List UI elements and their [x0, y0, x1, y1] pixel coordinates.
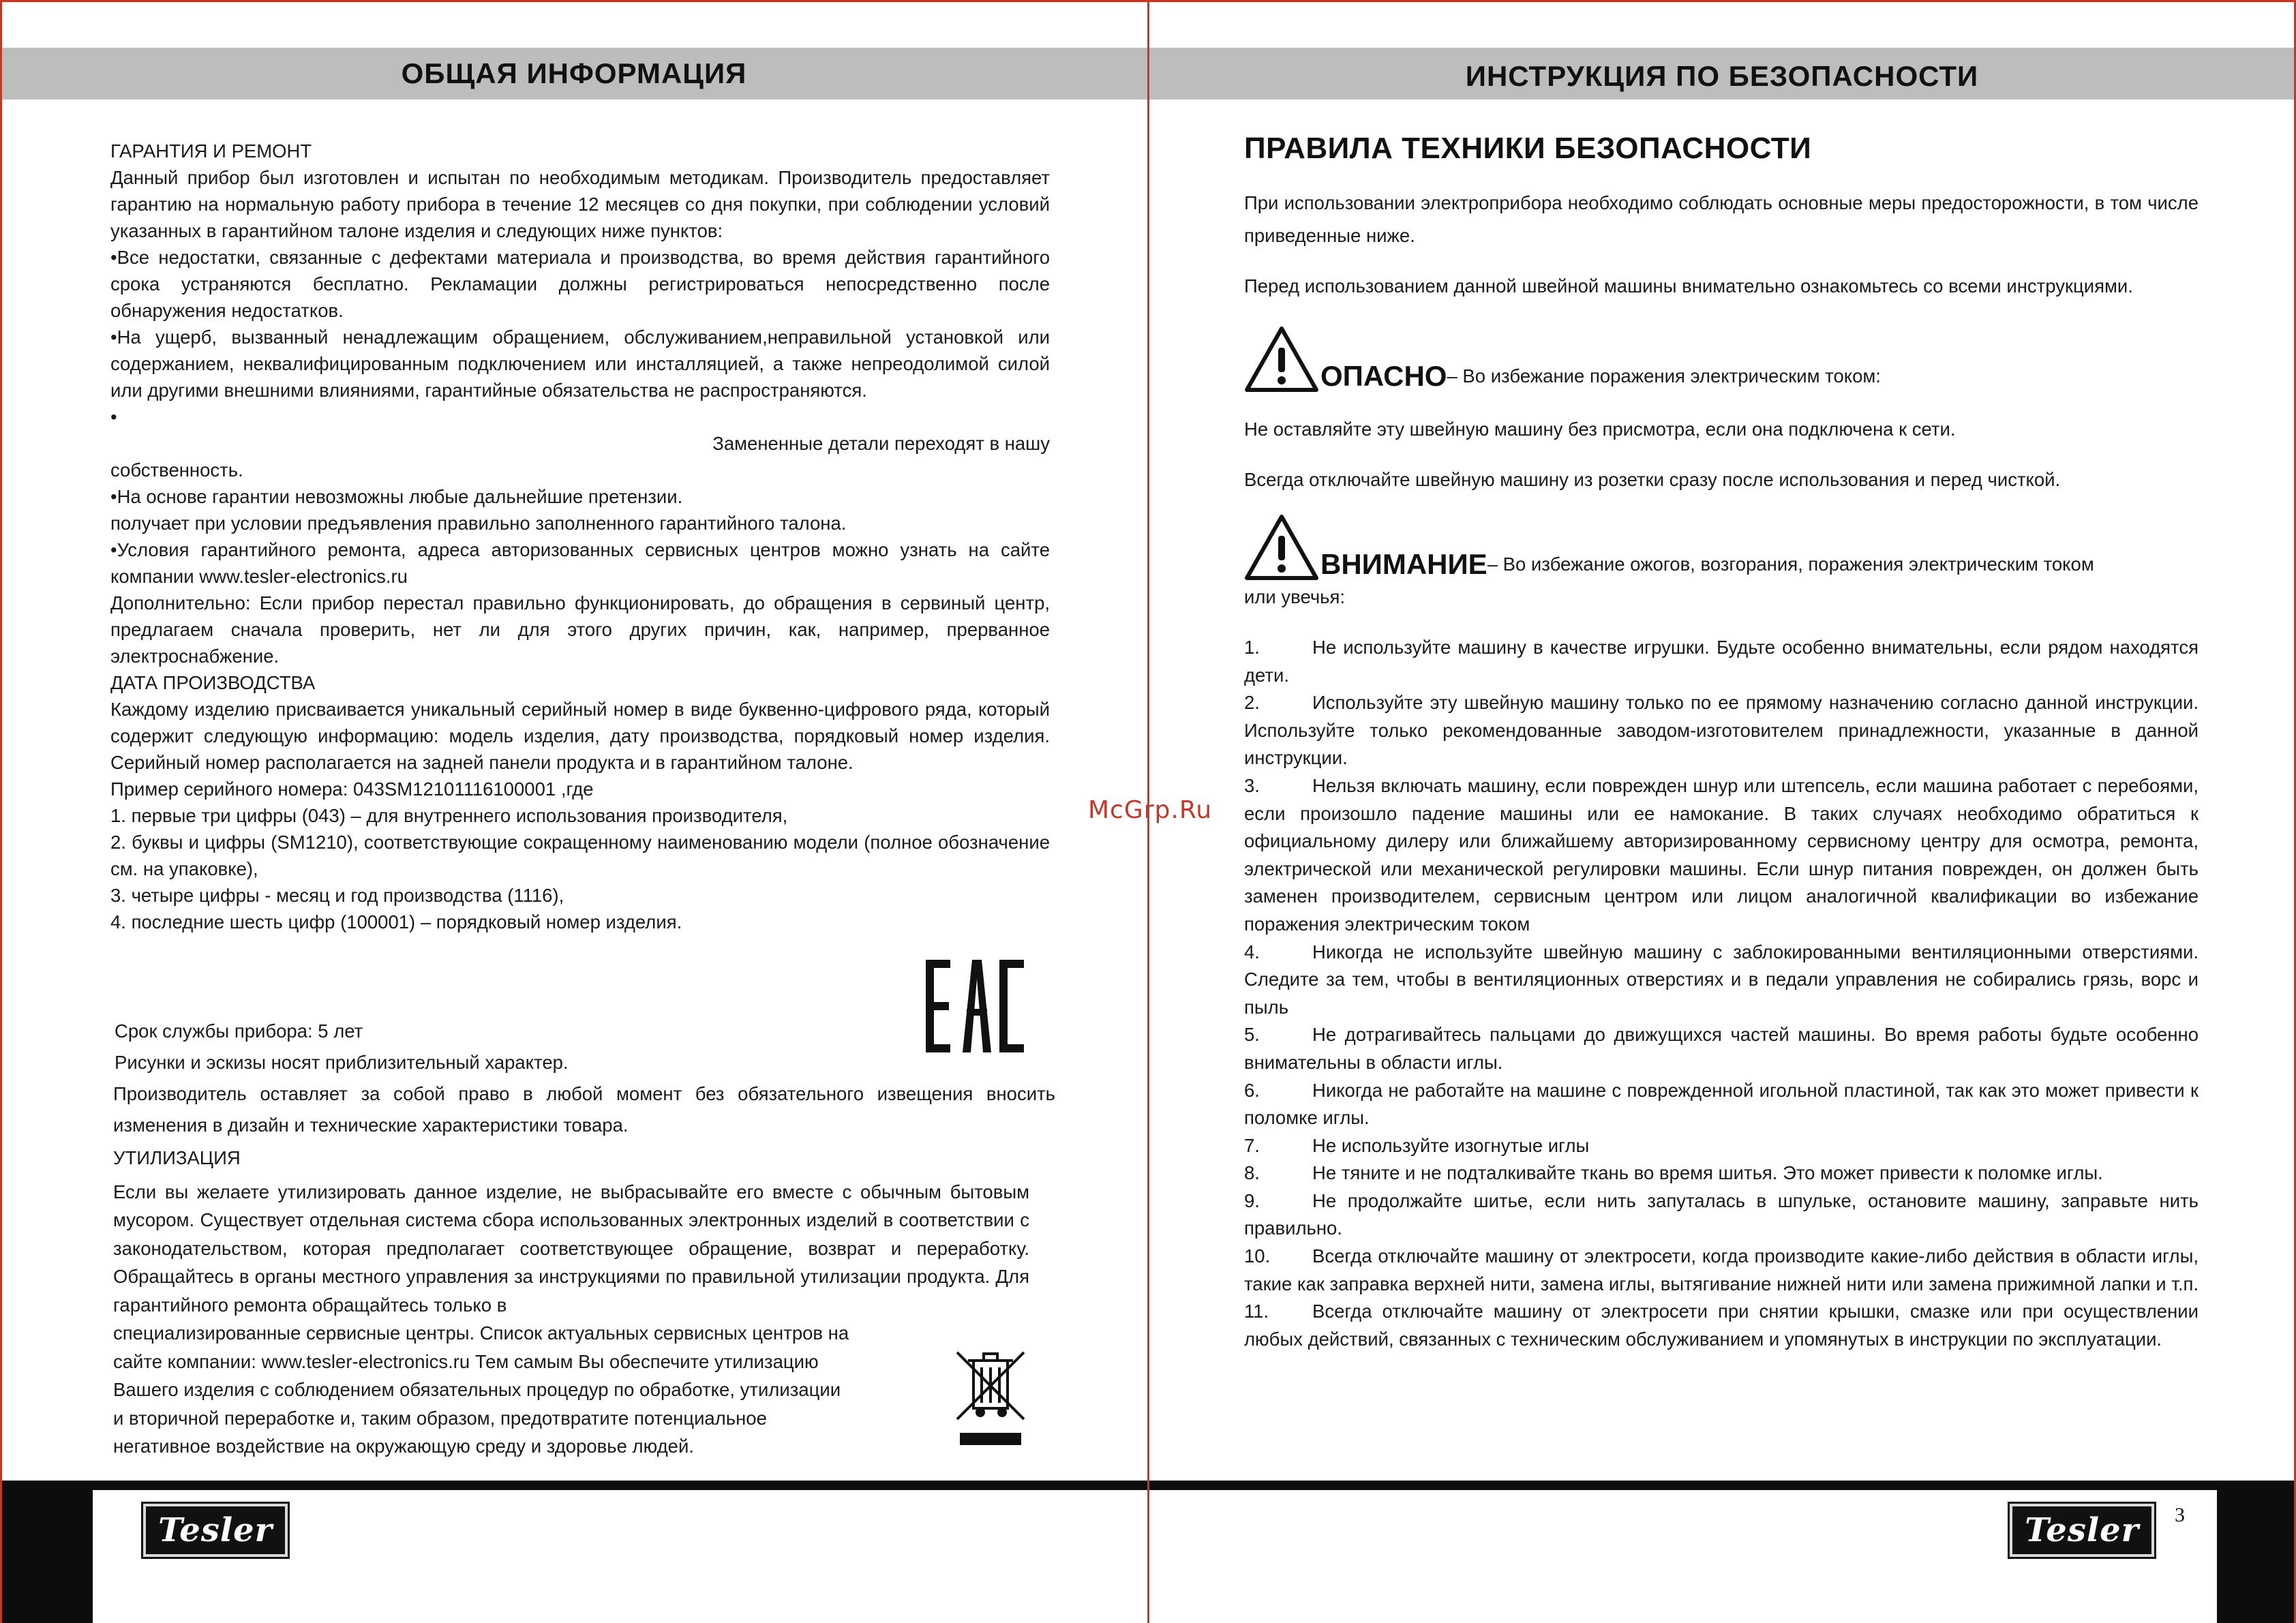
disposal-line-4: и вторичной переработке и, таким образом, предотвратите потенциальное: [113, 1407, 767, 1429]
service-life: Срок службы прибора: 5 лет: [115, 1020, 363, 1042]
safety-rule-number: 6.: [1244, 1079, 1260, 1101]
left-header-title: ОБЩАЯ ИНФОРМАЦИЯ: [401, 57, 747, 89]
disposal-section: [113, 1144, 1029, 1461]
warranty-extra: Дополнительно: Если прибор перестал правильно функционировать, до обращения в сервиный центр, предлагаем сначала проверить, нет ли для этого других причин, как, например, прерванное электроснабжение.: [110, 592, 1050, 667]
safety-rule-text: Не используйте машину в качестве игрушки. Будьте особенно внимательны, если рядом находятся дети.: [1244, 637, 2199, 686]
drawings-note: Рисунки и эскизы носят приблизительный характер.: [115, 1052, 569, 1073]
right-page-number: 3: [2175, 1504, 2185, 1526]
warranty-bullet-1: •Все недостатки, связанные с дефектами материала и производства, во время действия гарантийного срока устраняются бесплатно. Рекламации должны регистрироваться непосредственно после обнаружения недостатков.: [110, 247, 1050, 321]
warranty-section: [110, 138, 1050, 935]
danger-text: – Во избежание поражения электрическим током:: [1447, 365, 1881, 386]
disposal-paragraph: Если вы желаете утилизировать данное изделие, не выбрасывайте его вместе с обычным бытовым мусором. Существует отдельная система сбора использованных электронных изделий в соответствии с законодательством, которая предполагает соответствующее обращение, возврат и переработку. Обращайтесь в органы местного управления за инструкциями по правильной утилизации продукта. Для гарантийного ремонта обращайтесь только в: [113, 1181, 1029, 1316]
safety-rule-item: [1244, 689, 2199, 772]
safety-rule-text: Нельзя включать машину, если поврежден шнур или штепсель, если машина работает с перебоями, если произошло падение машины или ее намокание. В таких случаях необходимо обратиться к официальному дилеру или ближайшему авторизированному сервисному центру для осмотра, ремонта, электрической или механической регулировки машины. Если шнур питания поврежден, он должен быть заменен производителем, сервисным центром или лицом аналогичной квалификации во избежание поражения электрическим током: [1244, 774, 2199, 935]
safety-rule-text: Не тяните и не подталкивайте ткань во время шитья. Это может привести к поломке иглы.: [1312, 1162, 2103, 1184]
safety-rule-item: [1244, 772, 2199, 939]
safety-rule-item: [1244, 1187, 2199, 1243]
production-heading: ДАТА ПРОИЗВОДСТВА: [110, 672, 316, 693]
caution-text: – Во избежание ожогов, возгорания, поражения электрическим током: [1487, 553, 2094, 575]
safety-rule-item: [1244, 634, 2199, 689]
safety-rule-item: [1244, 1132, 2199, 1160]
warranty-paragraph: Данный прибор был изготовлен и испытан по необходимым методикам. Производитель предоставляет гарантию на нормальную работу прибора в течение 12 месяцев со дня покупки, при соблюдении условий указанных в гарантийном талоне изделия и следующих ниже пунктов:: [110, 167, 1050, 241]
caution-word: ВНИМАНИЕ: [1320, 548, 1487, 580]
right-tesler-logo: Tesler: [2010, 1504, 2154, 1557]
safety-rule-number: 7.: [1244, 1134, 1260, 1156]
danger-heading: [1244, 326, 2199, 393]
safety-title: ПРАВИЛА ТЕХНИКИ БЕЗОПАСНОСТИ: [1244, 132, 1812, 165]
safety-rule-number: 4.: [1244, 941, 1260, 962]
warranty-bullet-5: получает при условии предъявления правильно заполненного гарантийного талона.: [110, 513, 847, 534]
safety-rule-text: Не используйте изогнутые иглы: [1312, 1134, 1590, 1156]
disposal-line-5: негативное воздействие на окружающую среду и здоровье людей.: [113, 1436, 694, 1457]
danger-line-2: Всегда отключайте швейную машину из розетки сразу после использования и перед чисткой.: [1244, 469, 2061, 490]
safety-rule-text: Всегда отключайте машину от электросети, когда производите какие-либо действия в области иглы, такие как заправка верхней нити, замена иглы, вытягивание нижней нити или замена прижимной лапки и т.п.: [1244, 1245, 2199, 1294]
left-header-band: [0, 48, 1148, 100]
production-paragraph: Каждому изделию присваивается уникальный серийный номер в виде буквенно-цифрового ряда, который содержит следующую информацию: модель изделия, дату производства, порядковый номер изделия. Серийный номер располагается на задней панели продукта и в гарантийном талоне.: [110, 699, 1050, 773]
safety-content: [1244, 130, 2199, 1353]
serial-example: Пример серийного номера: 043SM12101116100001 ,где: [110, 778, 594, 800]
safety-rule-number: 2.: [1244, 692, 1260, 714]
safety-rule-item: [1244, 1077, 2199, 1132]
warranty-bullet-3-mark: •: [110, 406, 117, 427]
danger-word: ОПАСНО: [1320, 360, 1447, 392]
eac-mark-icon: [924, 958, 1027, 1054]
misc-section: [115, 1016, 1055, 1141]
safety-rules-list: [1244, 634, 2199, 1353]
disposal-line-2: сайте компании: www.tesler-electronics.ru Тем самым Вы обеспечите утилизацию: [113, 1350, 819, 1372]
warranty-bullet-4: •На основе гарантии невозможны любые дальнейшие претензии.: [110, 486, 683, 507]
danger-line-1: Не оставляйте эту швейную машину без присмотра, если она подключена к сети.: [1244, 419, 1956, 440]
watermark: McGrp.Ru: [1088, 796, 1213, 824]
left-footer-bar: [0, 1481, 1148, 1490]
right-page: [1148, 0, 2296, 1623]
safety-rule-item: [1244, 1298, 2199, 1353]
right-header-band: [1148, 48, 2296, 100]
safety-rule-text: Никогда не используйте швейную машину с заблокированными вентиляционными отверстиями. Следите за тем, чтобы в вентиляционных отверстиях и в педали управления не собирались грязь, ворс и пыль: [1244, 941, 2199, 1018]
safety-rule-item: [1244, 1159, 2199, 1187]
safety-rule-number: 10.: [1244, 1245, 1271, 1267]
danger-block: [1244, 413, 2199, 496]
safety-rule-text: Не продолжайте шитье, если нить запуталась в шпульке, остановите машину, заправьте нить правильно.: [1244, 1189, 2199, 1239]
serial-item-3: 3. четыре цифры - месяц и год производства (1116),: [110, 885, 564, 906]
safety-rule-number: 8.: [1244, 1162, 1260, 1184]
warranty-bullet-3-text: Замененные детали переходят в нашу: [712, 433, 1050, 454]
safety-rule-text: Используйте эту швейную машину только по ее прямому назначению согласно данной инструкции. Используйте только рекомендованные заводом-изготовителем принадлежности, указанные в данной инструкции.: [1244, 692, 2199, 769]
warranty-bullet-2: •На ущерб, вызванный ненадлежащим обращением, обслуживанием,неправильной установкой или содержанием, неквалифицированным подключением или инсталляцией, а также непреодолимой силой или другими внешними влияниями, гарантийные обязательства не распространяются.: [110, 327, 1050, 401]
disposal-heading: УТИЛИЗАЦИЯ: [113, 1147, 241, 1168]
left-frame-line: [0, 0, 2, 1623]
disposal-line-1: специализированные сервисные центры. Список актуальных сервисных центров на: [113, 1322, 849, 1344]
warranty-heading: ГАРАНТИЯ И РЕМОНТ: [110, 140, 312, 162]
safety-rule-number: 3.: [1244, 774, 1260, 796]
disposal-line-3: Вашего изделия с соблюдением обязательных процедур по обработке, утилизации: [113, 1379, 841, 1400]
rights-note: Производитель оставляет за собой право в любой момент без обязательного извещения вносить изменения в дизайн и технические характеристики товара.: [113, 1083, 1055, 1136]
right-footer-column: [2217, 1481, 2296, 1623]
caution-heading: [1244, 514, 2199, 581]
intro-paragraph-1: При использовании электроприбора необходимо соблюдать основные меры предосторожности, в том числе приведенные ниже.: [1244, 192, 2199, 246]
left-page-number: 18: [100, 1504, 120, 1526]
serial-item-2: 2. буквы и цифры (SM1210), соответствующие сокращенному наименованию модели (полное обозначение см. на упаковке),: [110, 832, 1050, 879]
left-footer-column: [0, 1481, 93, 1623]
intro-paragraph-2: Перед использованием данной швейной машины внимательно ознакомьтесь со всеми инструкциями.: [1244, 275, 2133, 297]
serial-item-4: 4. последние шесть цифр (100001) – порядковый номер изделия.: [110, 911, 682, 932]
warranty-bullet-6: •Условия гарантийного ремонта, адреса авторизованных сервисных центров можно узнать на сайте компании www.tesler-electronics.ru: [110, 539, 1050, 587]
safety-rule-number: 5.: [1244, 1024, 1260, 1046]
safety-rule-number: 9.: [1244, 1189, 1260, 1211]
right-footer-bar: [1148, 1481, 2296, 1490]
safety-rule-item: [1244, 1243, 2199, 1298]
safety-rule-text: Не дотрагивайтесь пальцами до движущихся частей машины. Во время работы будьте особенно внимательны в области иглы.: [1244, 1024, 2199, 1073]
safety-rule-text: Всегда отключайте машину от электросети при снятии крышки, смазке или при осуществлении любых действий, связанных с техническим обслуживанием и упомянутых в инструкции по эксплуатации.: [1244, 1301, 2199, 1350]
serial-item-1: 1. первые три цифры (043) – для внутреннего использования производителя,: [110, 805, 788, 826]
safety-rule-item: [1244, 939, 2199, 1022]
caution-triangle-icon: [1244, 514, 1319, 581]
safety-rule-number: 11.: [1244, 1301, 1269, 1322]
left-tesler-logo: Tesler: [143, 1504, 288, 1557]
caution-text-continued: или увечья:: [1244, 586, 1346, 607]
caution-text-continued-block: [1244, 581, 2199, 613]
weee-crossed-bin-icon: [953, 1348, 1028, 1448]
right-header-title: ИНСТРУКЦИЯ ПО БЕЗОПАСНОСТИ: [1465, 60, 1979, 92]
warranty-bullet-3-end: собственность.: [110, 459, 243, 481]
intro-block: [1244, 187, 2199, 303]
safety-rule-item: [1244, 1021, 2199, 1076]
safety-rule-number: 1.: [1244, 637, 1260, 658]
warning-triangle-icon: [1244, 326, 1319, 393]
safety-rule-text: Никогда не работайте на машине с поврежденной игольной пластиной, так как это может привести к поломке иглы.: [1244, 1079, 2199, 1129]
